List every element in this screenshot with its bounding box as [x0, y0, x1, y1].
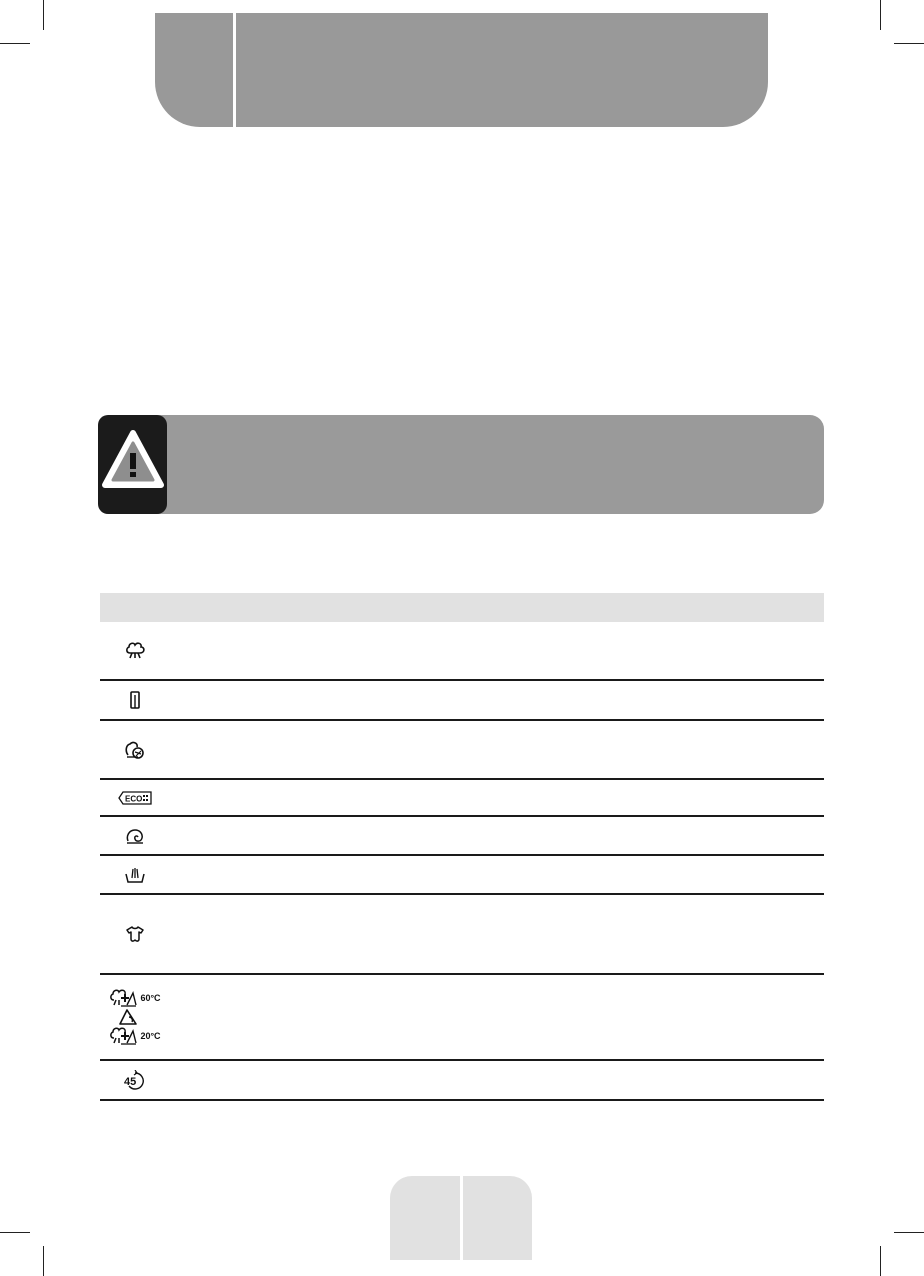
- warning-badge: [98, 415, 167, 514]
- row-description: [180, 817, 824, 854]
- svg-text:ECO: ECO: [125, 794, 143, 803]
- table-row-mix: [100, 975, 824, 1061]
- mix-hot-temp: 60°C: [140, 993, 161, 1003]
- baby-care-icon: [126, 925, 144, 943]
- warning-box: [98, 415, 824, 514]
- section-header: [155, 13, 768, 127]
- quick-45-icon: [123, 1070, 147, 1090]
- program-table: [100, 593, 824, 1101]
- table-row-eco: [100, 780, 824, 817]
- mix-hot-icon: [109, 989, 137, 1007]
- crop-mark-bottom-left-h: [0, 1232, 30, 1233]
- wool-icon: [124, 740, 146, 760]
- table-row-synthetic: [100, 681, 824, 721]
- eco-icon: [118, 791, 152, 805]
- row-description: [180, 1061, 824, 1099]
- spin-icon: [125, 827, 145, 845]
- crop-mark-bottom-left-v: [43, 1246, 44, 1276]
- row-description: [180, 780, 824, 815]
- table-row-baby-care: [100, 895, 824, 975]
- section-number: [155, 13, 233, 127]
- table-header: [100, 593, 824, 622]
- quick-45-label: 45: [124, 1076, 137, 1088]
- cotton-icon: [124, 641, 146, 661]
- crop-mark-top-left-h: [0, 43, 30, 44]
- page-number-right: [463, 1176, 532, 1260]
- crop-mark-bottom-right-v: [880, 1246, 881, 1276]
- table-row-quick-45: [100, 1061, 824, 1101]
- row-description: [180, 975, 824, 1059]
- page-number-tab: [390, 1176, 532, 1260]
- mix-cold-icon: [109, 1027, 137, 1045]
- synthetic-icon: [129, 691, 141, 709]
- table-row-spin: [100, 817, 824, 856]
- table-row-cotton: [100, 622, 824, 681]
- crop-mark-top-left-v: [43, 0, 44, 30]
- crop-mark-top-right-v: [880, 0, 881, 30]
- warning-text: [138, 415, 824, 514]
- row-description: [180, 895, 824, 973]
- mix-cold-temp: 20°C: [140, 1031, 161, 1041]
- warning-triangle-icon: [101, 429, 165, 493]
- hand-wash-icon: [124, 866, 146, 884]
- table-row-hand-wash: [100, 856, 824, 895]
- section-title: [236, 13, 768, 127]
- mix-symbol-icon: [118, 1008, 138, 1026]
- page-number-left: [390, 1176, 460, 1260]
- row-description: [180, 622, 824, 679]
- crop-mark-bottom-right-h: [894, 1232, 924, 1233]
- table-row-wool: [100, 721, 824, 780]
- crop-mark-top-right-h: [894, 43, 924, 44]
- row-description: [180, 681, 824, 719]
- row-description: [180, 856, 824, 893]
- row-description: [180, 721, 824, 778]
